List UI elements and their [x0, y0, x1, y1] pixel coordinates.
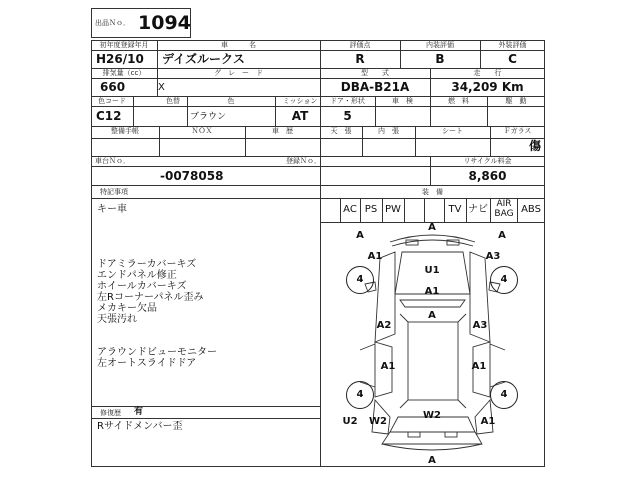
repair-history-value: 有 — [134, 407, 144, 417]
fuel-label: 燃 料 — [448, 97, 469, 105]
note-line: ホイールカバーキズ — [97, 281, 187, 292]
damage-a1-left-side: A1 — [380, 361, 396, 372]
history-label: 車 歴 — [272, 127, 293, 135]
note-line — [97, 237, 217, 248]
damage-u1: U1 — [424, 265, 440, 276]
front-glass-value: 傷 — [528, 139, 541, 153]
note-line — [97, 248, 217, 259]
damage-a1-left-front: A1 — [367, 251, 383, 262]
inspection-label: 車 検 — [392, 97, 413, 105]
score-value: R — [355, 52, 365, 66]
doors-label: ドア・形状 — [330, 97, 365, 105]
color-value: ブラウン — [190, 112, 227, 122]
special-notes-list — [97, 204, 217, 369]
interior-grade-value: B — [435, 52, 445, 66]
wheel-front-left: 4 — [346, 266, 374, 294]
note-line — [97, 325, 217, 336]
wheel-rear-right: 4 — [490, 381, 518, 409]
damage-a3-right-front: A3 — [485, 251, 501, 262]
damage-a1-right-side: A1 — [471, 361, 487, 372]
equipment-navi: ナビ — [468, 204, 488, 215]
note-line: キー車 — [97, 204, 127, 215]
wheel-front-right: 4 — [490, 266, 518, 294]
repair-detail: Rサイドメンバー歪 — [97, 421, 183, 432]
equipment-ac: AC — [343, 204, 357, 215]
equipment-abs: ABS — [521, 204, 541, 215]
grade-label: グ レ ー ド — [214, 69, 263, 77]
equipment-airbag: AIR BAG — [494, 199, 514, 219]
damage-rear: A — [428, 455, 436, 466]
damage-a1-rear-right: A1 — [480, 416, 496, 427]
listing-number-label: 出品Ｎｏ． — [95, 19, 130, 27]
mileage-label: 走 行 — [473, 69, 502, 77]
drive-label: 駆 動 — [505, 97, 527, 105]
damage-front-top: A — [428, 222, 436, 233]
first-registration-label: 初年度登録年月 — [99, 41, 149, 49]
chassis-no-value: -0078058 — [160, 169, 224, 183]
damage-w2-rear: W2 — [423, 410, 441, 421]
car-name-label: 車 名 — [221, 41, 256, 49]
grade-value: X — [158, 82, 165, 93]
note-line: エンドパネル修正 — [97, 270, 177, 281]
damage-front-right: A — [498, 230, 506, 241]
note-line — [97, 336, 217, 347]
front-glass-label: Ｆガラス — [503, 127, 532, 135]
interior-grade-label: 内装評価 — [426, 41, 454, 49]
color-code-value: C12 — [96, 109, 122, 123]
model-value: DBA-B21A — [340, 80, 410, 94]
model-label: 型 式 — [361, 69, 389, 77]
mission-value: AT — [291, 109, 309, 123]
displacement-value: 660 — [100, 80, 126, 94]
equipment-tv: TV — [448, 204, 462, 215]
damage-roof: A — [428, 310, 436, 321]
interior-trim-label: 内 張 — [378, 127, 399, 135]
score-label: 評価点 — [349, 41, 371, 49]
damage-a2-left: A2 — [376, 320, 392, 331]
special-notes-label: 特記事項 — [100, 188, 128, 196]
exterior-grade-label: 外装評価 — [498, 41, 527, 49]
listing-number-box — [91, 8, 191, 38]
recycle-fee-label: リサイクル料金 — [463, 157, 512, 165]
mileage-value: 34,209 Km — [451, 80, 524, 94]
car-name-value: デイズルークス — [162, 52, 245, 66]
note-line: メカキー欠品 — [97, 303, 157, 314]
color-code-label: 色コード — [98, 97, 126, 105]
equipment-row — [320, 198, 545, 222]
registration-no-label: 登録Ｎｏ． — [286, 157, 321, 165]
mission-label: ミッション — [282, 97, 318, 105]
note-line — [97, 226, 217, 237]
color-change-label: 色替 — [166, 97, 180, 105]
damage-front-left: A — [356, 230, 364, 241]
note-line — [97, 215, 217, 226]
equipment-ps: PS — [364, 204, 378, 215]
wheel-rear-left: 4 — [346, 381, 374, 409]
damage-a3-right: A3 — [472, 320, 488, 331]
note-line: 天張汚れ — [97, 314, 137, 325]
note-line: アラウンドビューモニター — [97, 347, 217, 358]
repair-history-label: 修復歴 — [100, 409, 121, 417]
damage-w2-left: W2 — [369, 416, 387, 427]
damage-a1-center: A1 — [424, 286, 440, 297]
note-line: ドアミラーカバーキズ — [97, 259, 197, 270]
nox-label: ＮＯＸ — [191, 127, 213, 135]
doors-value: 5 — [343, 109, 352, 123]
maintenance-book-label: 整備手帳 — [111, 127, 139, 135]
listing-number-value: 1094 — [138, 12, 191, 34]
chassis-no-label: 車台Ｎｏ． — [95, 157, 130, 165]
exterior-grade-value: C — [508, 52, 517, 66]
note-line: 左オートスライドドア — [97, 358, 197, 369]
equipment-pw: PW — [385, 204, 401, 215]
damage-u2: U2 — [342, 416, 358, 427]
equipment-label: 装 備 — [422, 188, 443, 196]
color-label: 色 — [227, 97, 235, 105]
seat-label: シート — [442, 127, 463, 135]
recycle-fee-value: 8,860 — [468, 169, 507, 183]
ceiling-label: 天 張 — [330, 127, 352, 135]
first-registration-value: H26/10 — [96, 52, 144, 66]
note-line: 左Rコーナーパネル歪み — [97, 292, 204, 303]
displacement-label: 排気量（cc） — [102, 69, 146, 77]
car-damage-diagram — [320, 222, 545, 467]
